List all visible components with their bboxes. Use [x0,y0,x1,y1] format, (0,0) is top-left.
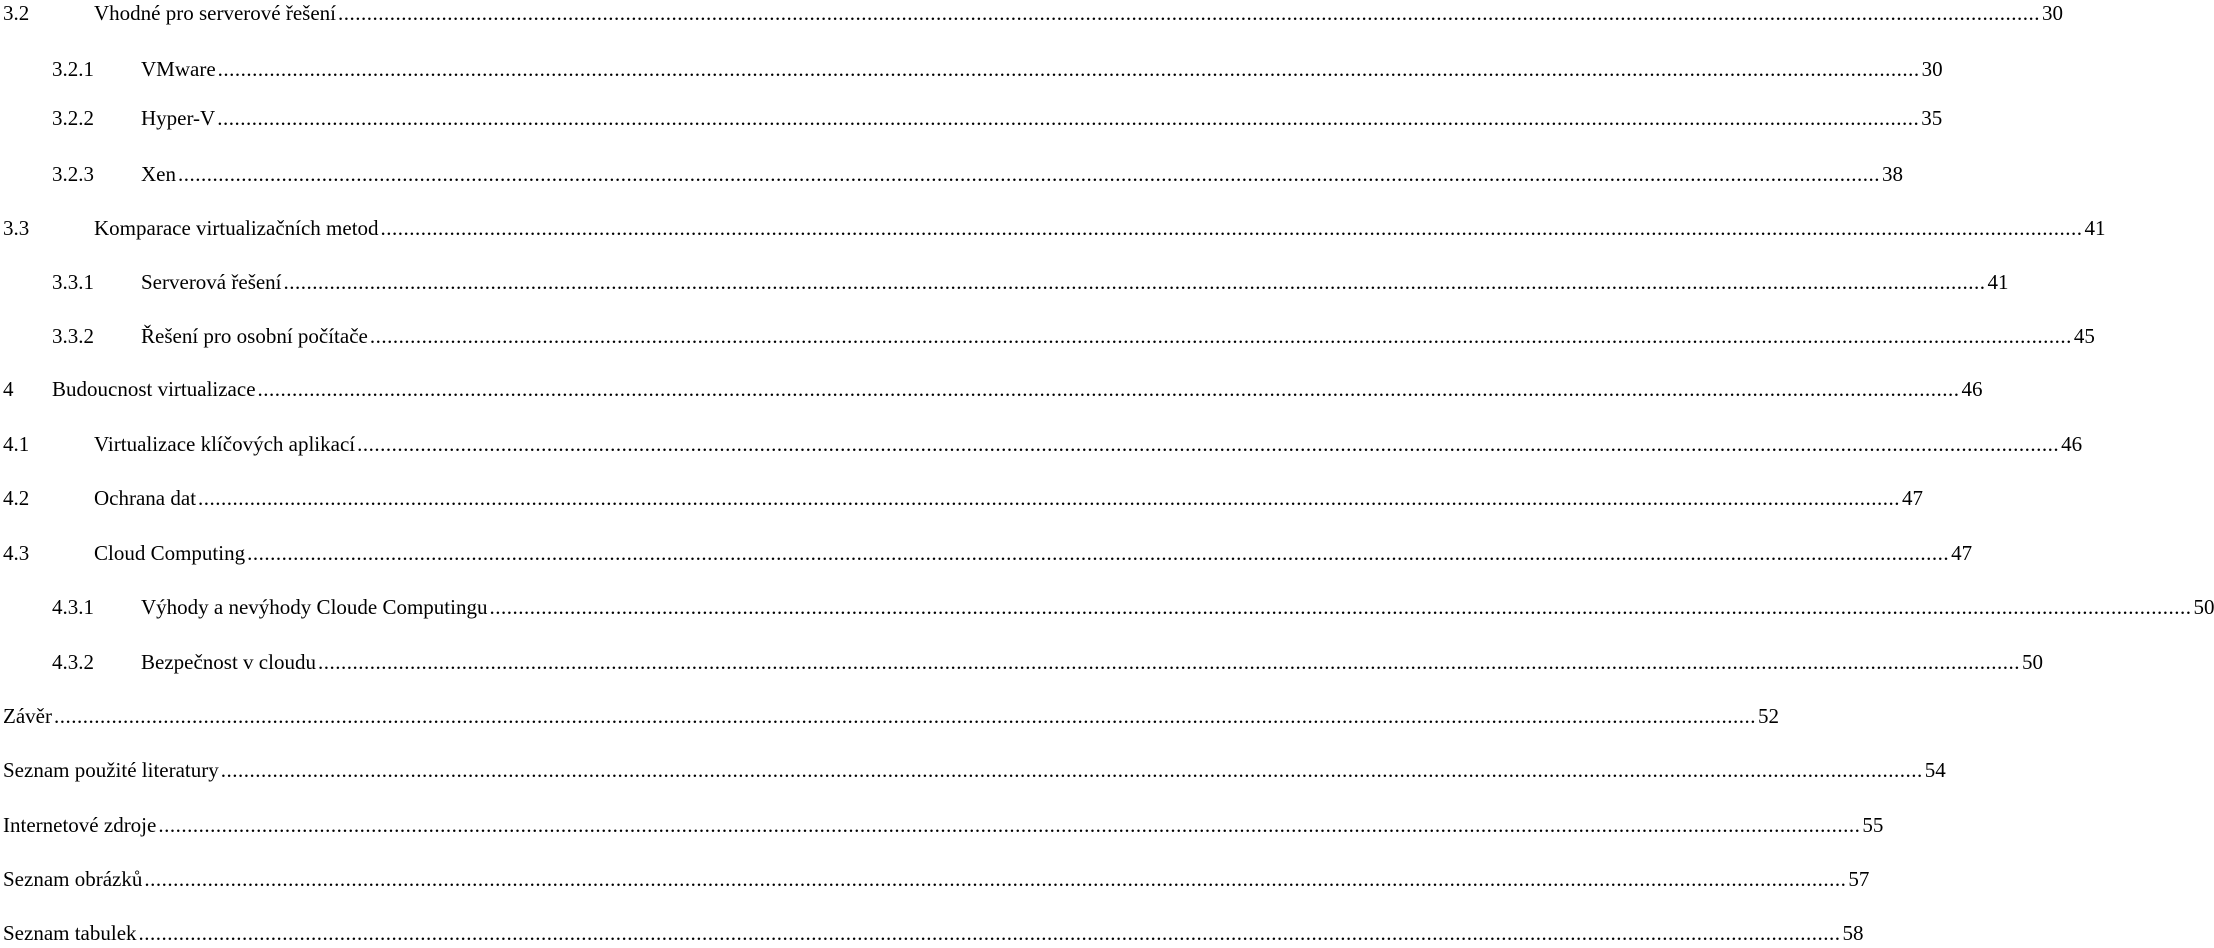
toc-entry-3-2[interactable] [0,0,2063,28]
dot-leader [178,159,1880,189]
toc-entry-page: 41 [2084,216,2106,240]
dot-leader [318,647,2020,677]
toc-entry-page: 30 [1921,57,1943,81]
dot-leader [139,918,1841,948]
toc-entry-page: 41 [1987,270,2009,294]
toc-entry-number: 4 [3,377,14,401]
toc-entry-page: 35 [1921,106,1943,130]
toc-entry-page: 52 [1757,704,1779,728]
toc-entry-title: Budoucnost virtualizace [52,377,256,401]
toc-entry-number: 3.2 [3,1,30,25]
toc-entry-number: 3.3.2 [52,324,94,348]
toc-entry-number: 3.2.1 [52,57,94,81]
toc-entry-title: Seznam tabulek [3,921,137,945]
toc-entry-title: Internetové zdroje [3,813,157,837]
toc-entry-3-3-2[interactable] [0,321,2095,351]
toc-entry-internetove-zdroje[interactable] [0,810,1884,840]
toc-entry-page: 38 [1882,162,1903,186]
toc-entry-3-3-1[interactable] [0,267,2009,297]
toc-entry-title: Ochrana dat [94,486,197,510]
toc-entry-title: Cloud Computing [94,541,246,565]
toc-entry-seznam-tabulek[interactable] [0,918,1864,948]
toc-entry-title: VMware [141,57,216,81]
toc-entry-title: Hyper-V [141,106,216,130]
toc-entry-4-1[interactable] [0,429,2083,459]
toc-entry-number: 4.3.1 [52,595,94,619]
toc-entry-number: 4.3 [3,541,30,565]
toc-entry-title: Virtualizace klíčových aplikací [94,432,356,456]
dot-leader [221,755,1923,785]
toc-entry-page: 54 [1924,758,1946,782]
dot-leader [357,429,2059,459]
toc-entry-title: Výhody a nevýhody Cloude Computingu [141,595,488,619]
toc-entry-page: 58 [1842,921,1864,945]
dot-leader [217,103,1919,133]
dot-leader [247,538,1949,568]
toc-entry-4-2[interactable] [0,483,1924,513]
toc-entry-number: 3.2.3 [52,162,94,186]
toc-entry-3-2-3[interactable] [0,159,1903,189]
dot-leader [338,0,2040,28]
toc-entry-page: 57 [1848,867,1870,891]
toc-entry-page: 45 [2073,324,2095,348]
toc-entry-page: 30 [2042,1,2063,25]
toc-entry-4-3-1[interactable] [0,592,2214,622]
toc-entry-zaver[interactable] [0,701,1779,731]
toc-entry-number: 3.2.2 [52,106,94,130]
toc-entry-title: Seznam použité literatury [3,758,219,782]
toc-entry-number: 3.3 [3,216,30,240]
toc-entry-page: 50 [2021,650,2043,674]
toc-entry-4[interactable] [0,374,1983,404]
toc-entry-3-2-1[interactable] [0,54,1943,84]
toc-entry-4-3-2[interactable] [0,647,2043,677]
toc-entry-title: Serverová řešení [141,270,282,294]
toc-entry-page: 47 [1902,486,1924,510]
dot-leader [489,592,2191,622]
toc-entry-3-3[interactable] [0,213,2106,243]
toc-entry-title: Vhodné pro serverové řešení [94,1,336,25]
toc-entry-number: 3.3.1 [52,270,94,294]
toc-entry-4-3[interactable] [0,538,1973,568]
toc-entry-3-2-2[interactable] [0,103,1943,133]
toc-entry-title: Seznam obrázků [3,867,143,891]
dot-leader [144,864,1846,894]
toc-entry-page: 47 [1951,541,1973,565]
toc-entry-page: 46 [2061,432,2083,456]
toc-entry-number: 4.1 [3,432,30,456]
toc-entry-page: 55 [1862,813,1884,837]
dot-leader [284,267,1986,297]
toc-entry-number: 4.2 [3,486,30,510]
dot-leader [158,810,1860,840]
toc-entry-title: Xen [141,162,176,186]
toc-entry-page: 46 [1961,377,1983,401]
toc-entry-number: 4.3.2 [52,650,94,674]
toc-entry-title: Závěr [3,704,52,728]
toc-entry-seznam-obrazku[interactable] [0,864,1870,894]
dot-leader [258,374,1960,404]
toc-entry-title: Bezpečnost v cloudu [141,650,316,674]
dot-leader [198,483,1900,513]
toc-entry-literatura[interactable] [0,755,1946,785]
toc-entry-title: Řešení pro osobní počítače [141,324,368,348]
dot-leader [54,701,1756,731]
dot-leader [218,54,1920,84]
toc-entry-title: Komparace virtualizačních metod [94,216,379,240]
dot-leader [370,321,2072,351]
toc-entry-page: 50 [2193,595,2214,619]
dot-leader [381,213,2083,243]
